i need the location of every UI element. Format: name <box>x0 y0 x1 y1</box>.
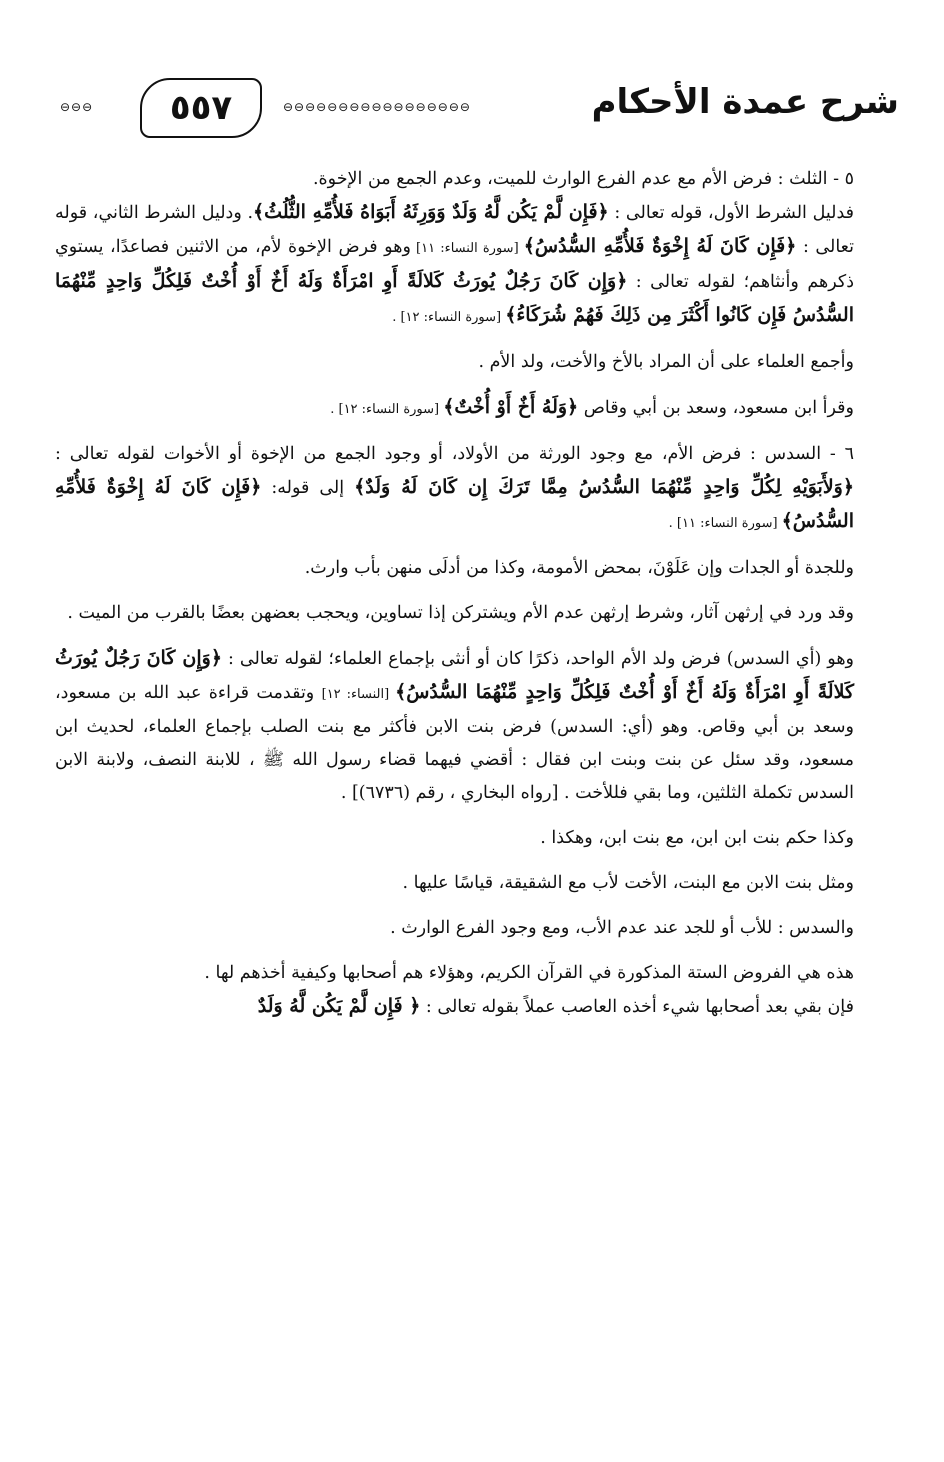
text-span: وهو فرض الإخوة لأم، من الاثنين فصاعدًا، يستوي ذكرهم وأنثاهم؛ لقوله تعالى : <box>55 237 854 292</box>
text-line: ومثل بنت الابن مع البنت، الأخت لأب مع الشقيقة، قياسًا عليها . <box>402 873 854 893</box>
text-span: وهو (أي السدس) فرض ولد الأم الواحد، ذكرًا كان أو أنثى بإجماع العلماء؛ لقوله تعالى : <box>221 649 854 669</box>
verse-reference: [سورة النساء: ١٢] . <box>330 402 444 417</box>
text-line: هذه هي الفروض الستة المذكورة في القرآن الكريم، وهؤلاء هم أصحابها وكيفية أخذهم لها . <box>204 963 854 983</box>
paragraph-consensus <box>55 346 854 379</box>
page-body <box>55 163 854 1024</box>
text-line: وللجدة أو الجدات وإن عَلَوْنَ، بمحض الأمومة، وكذا من أدلَى منهن بأب وارث. <box>304 558 854 578</box>
paragraph-sudus <box>55 438 854 540</box>
quran-verse: ﴿وَلَهُ أَخٌ أَوْ أُخْتٌ﴾ <box>443 396 579 418</box>
text-span: وتقدمت قراءة عبد الله بن مسعود، وسعد بن أبي وقاص. وهو (أي: السدس) فرض بنت الابن فأكثر مع بنت الصلب بإجماع العلماء، لحديث ابن مسعود، وقد سئل عن بنت وبنت ابن فقال : أقضي فيهما قضاء رسول الله ﷺ ، للابنة النصف، ولابنة الابن السدس تكملة الثلثين، وما بقي فللأخت . [رواه البخاري ، رقم (٦٧٣٦)] . <box>55 683 854 803</box>
verse-reference: [سورة النساء: ١١] <box>410 241 524 256</box>
text-span: . ودليل الشرط الثاني، قوله تعالى : <box>55 203 854 257</box>
paragraph-grandmother <box>55 552 854 585</box>
quran-verse: ﴿وَإِن كَانَ رَجُلٌ يُورَثُ كَلالَةً أَوِ امْرَأَةٌ وَلَهُ أَخٌ أَوْ أُخْتٌ فَلِكُلِّ وَاحِدٍ مِّنْهُمَا السُّدُسُ﴾ <box>55 647 854 703</box>
quran-verse: ﴿فَإِن كَانَ لَهُ إِخْوَةٌ فَلأُمِّهِ السُّدُسُ﴾ <box>523 235 797 257</box>
quran-verse: ﴿فَإِن كَانَ لَهُ إِخْوَةٌ فَلأُمِّهِ السُّدُسُ﴾ <box>55 476 854 532</box>
paragraph-athar <box>55 597 854 630</box>
paragraph-evidence <box>55 196 854 334</box>
text-span: ٦ - السدس : فرض الأم، مع وجود الورثة من الأولاد، أو وجود الجمع من الإخوة أو الأخوات لقوله تعالى : <box>55 444 854 464</box>
text-line: ٥ - الثلث : فرض الأم مع عدم الفرع الوارث للميت، وعدم الجمع من الإخوة. <box>312 169 854 189</box>
quran-verse: ﴿وَلأَبَوَيْهِ لِكُلِّ وَاحِدٍ مِّنْهُمَا السُّدُسُ مِمَّا تَرَكَ إِن كَانَ لَهُ وَلَدٌ﴾ <box>354 476 854 498</box>
paragraph-summary <box>55 957 854 990</box>
page-header <box>55 72 899 142</box>
paragraph-sister <box>55 867 854 900</box>
quran-verse: ﴿ فَإِن لَّمْ يَكُن لَّهُ وَلَدٌ <box>257 995 421 1017</box>
paragraph-father <box>55 912 854 945</box>
paragraph-residue <box>55 990 854 1024</box>
quran-verse: ﴿فَإِن لَّمْ يَكُن لَّهُ وَلَدٌ وَوَرِثَهُ أَبَوَاهُ فَلأُمِّهِ الثُّلُثُ﴾ <box>253 201 609 223</box>
book-title: شرح عمدة الأحكام <box>591 82 899 122</box>
text-line: وقد ورد في إرثهن آثار، وشرط إرثهن عدم الأم ويشتركن إذا تساوين، ويحجب بعضهن بعضًا بالقرب من الميت . <box>67 603 854 623</box>
paragraph-reading <box>55 391 854 426</box>
verse-reference: [سورة النساء: ١٢] . <box>392 310 506 325</box>
verse-reference: [النساء: ١٢] <box>321 687 396 702</box>
header-ornament-middle: ⊖⊖⊖⊖⊖⊖⊖⊖⊖⊖⊖⊖⊖⊖⊖⊖⊖ <box>283 100 471 114</box>
text-line: والسدس : للأب أو للجد عند عدم الأب، ومع وجود الفرع الوارث . <box>390 918 854 938</box>
text-span: فإن بقي بعد أصحابها شيء أخذه العاصب عملاً بقوله تعالى : <box>420 997 854 1017</box>
quran-verse: ﴿وَإِن كَانَ رَجُلٌ يُورَثُ كَلالَةً أَوِ امْرَأَةٌ وَلَهُ أَخٌ أَوْ أُخْتٌ فَلِكُلِّ وَاحِدٍ مِّنْهُمَا السُّدُسُ فَإِن كَانُوا أَكْثَرَ مِن ذَلِكَ فَهُمْ شُرَكَاءُ﴾ <box>55 270 854 326</box>
paragraph-maternal-sibling <box>55 642 854 810</box>
text-span: فدليل الشرط الأول، قوله تعالى : <box>608 203 854 223</box>
text-span: وقرأ ابن مسعود، وسعد بن أبي وقاص <box>578 398 854 418</box>
paragraph-thuluth <box>55 163 854 196</box>
paragraph-son-daughter <box>55 822 854 855</box>
verse-reference: [سورة النساء: ١١] . <box>668 516 782 531</box>
text-line: وكذا حكم بنت ابن ابن، مع بنت ابن، وهكذا . <box>540 828 854 848</box>
page-number: ٥٥٧ <box>140 78 262 138</box>
header-ornament-left: ⊖⊖⊖ <box>60 100 94 114</box>
text-span: إلى قوله: <box>261 478 355 498</box>
text-line: وأجمع العلماء على أن المراد بالأخ والأخت، ولد الأم . <box>478 352 854 372</box>
